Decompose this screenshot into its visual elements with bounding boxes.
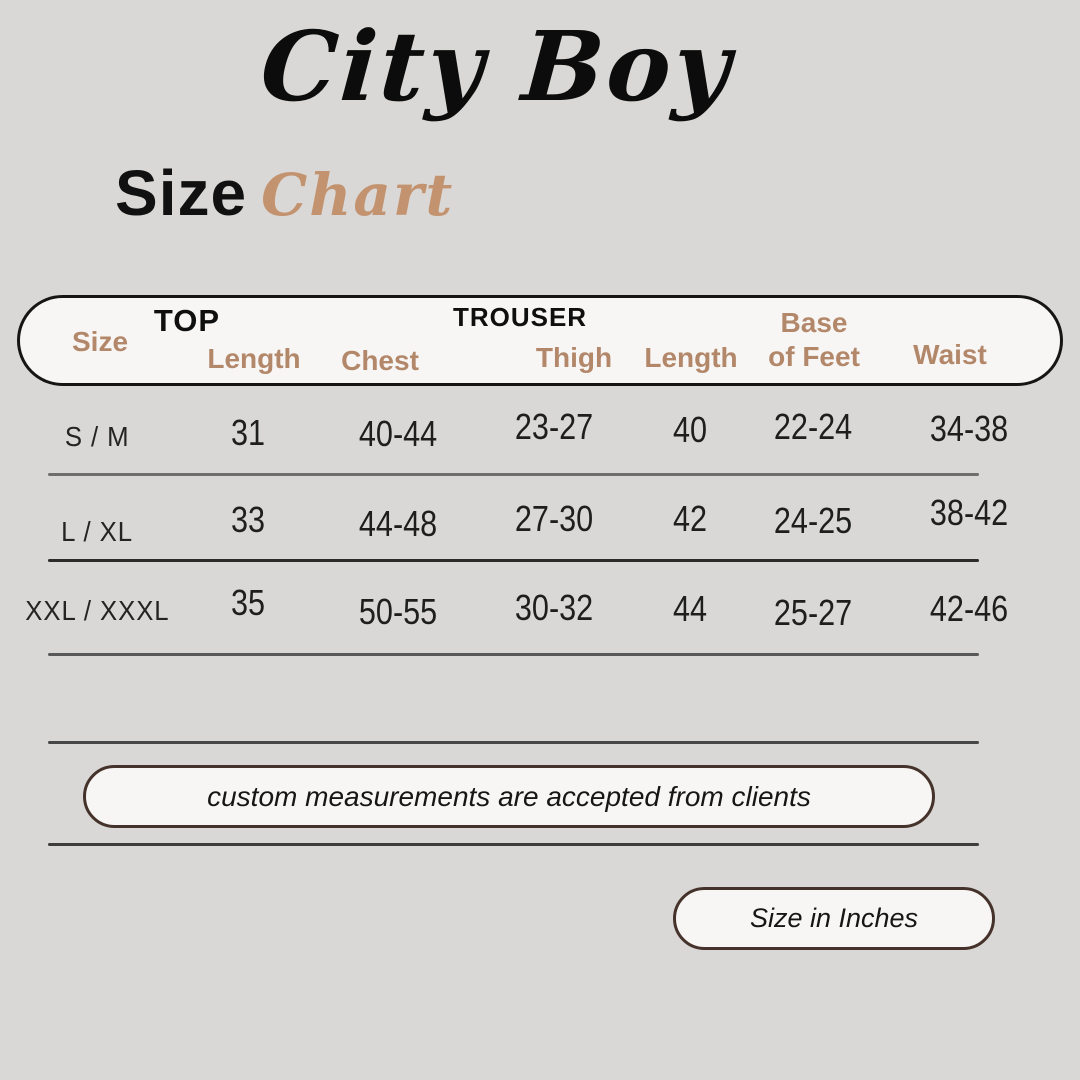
- chest-value: 50-55: [359, 591, 438, 632]
- waist-value: 34-38: [929, 407, 1009, 449]
- size-label: S / M: [64, 420, 130, 452]
- table-row-l-xl: [18, 474, 1062, 561]
- table-row-s-m: [18, 385, 1062, 474]
- column-header-base-line1: Base: [780, 307, 848, 338]
- waist-value: 38-42: [929, 491, 1009, 533]
- section-divider: [48, 741, 979, 744]
- page-title-size: Size: [115, 157, 248, 229]
- top-length-value: 35: [230, 582, 265, 623]
- column-header-thigh: Thigh: [535, 342, 613, 373]
- base-of-feet-value: 25-27: [774, 592, 853, 633]
- page-title-chart: Chart: [261, 161, 455, 229]
- brand-title: City Boy: [257, 10, 737, 123]
- column-header-base-line2: of Feet: [768, 341, 860, 372]
- thigh-value: 23-27: [514, 405, 593, 447]
- section-divider: [48, 843, 979, 846]
- group-header-trouser: TROUSER: [452, 302, 588, 332]
- column-header-trouser-length: Length: [644, 342, 738, 373]
- thigh-value: 27-30: [514, 497, 593, 539]
- units-text: Size in Inches: [749, 903, 919, 933]
- row-divider: [48, 653, 979, 656]
- column-header-base-of-feet: [768, 306, 860, 374]
- column-header-top-length: Length: [207, 343, 301, 374]
- page-title: [115, 156, 454, 230]
- waist-value: 42-46: [929, 588, 1009, 629]
- base-of-feet-value: 24-25: [774, 499, 853, 541]
- trouser-length-value: 42: [673, 497, 708, 539]
- column-header-chest: Chest: [341, 345, 419, 376]
- size-label: L / XL: [61, 515, 134, 547]
- custom-measurements-note: [83, 765, 935, 828]
- column-header-size: Size: [71, 326, 129, 357]
- size-label: XXL / XXXL: [25, 595, 170, 626]
- units-note: [673, 887, 995, 950]
- base-of-feet-value: 22-24: [774, 405, 853, 447]
- chest-value: 44-48: [359, 502, 438, 544]
- chest-value: 40-44: [359, 412, 438, 454]
- column-header-waist: Waist: [913, 339, 987, 370]
- top-length-value: 33: [230, 498, 265, 540]
- trouser-length-value: 40: [673, 408, 708, 450]
- custom-measurements-text: custom measurements are accepted from clients: [207, 780, 811, 812]
- group-header-top: TOP: [153, 303, 221, 338]
- table-row-xxl-xxxl: [18, 561, 1062, 655]
- thigh-value: 30-32: [514, 587, 593, 628]
- trouser-length-value: 44: [673, 588, 708, 629]
- top-length-value: 31: [230, 411, 265, 453]
